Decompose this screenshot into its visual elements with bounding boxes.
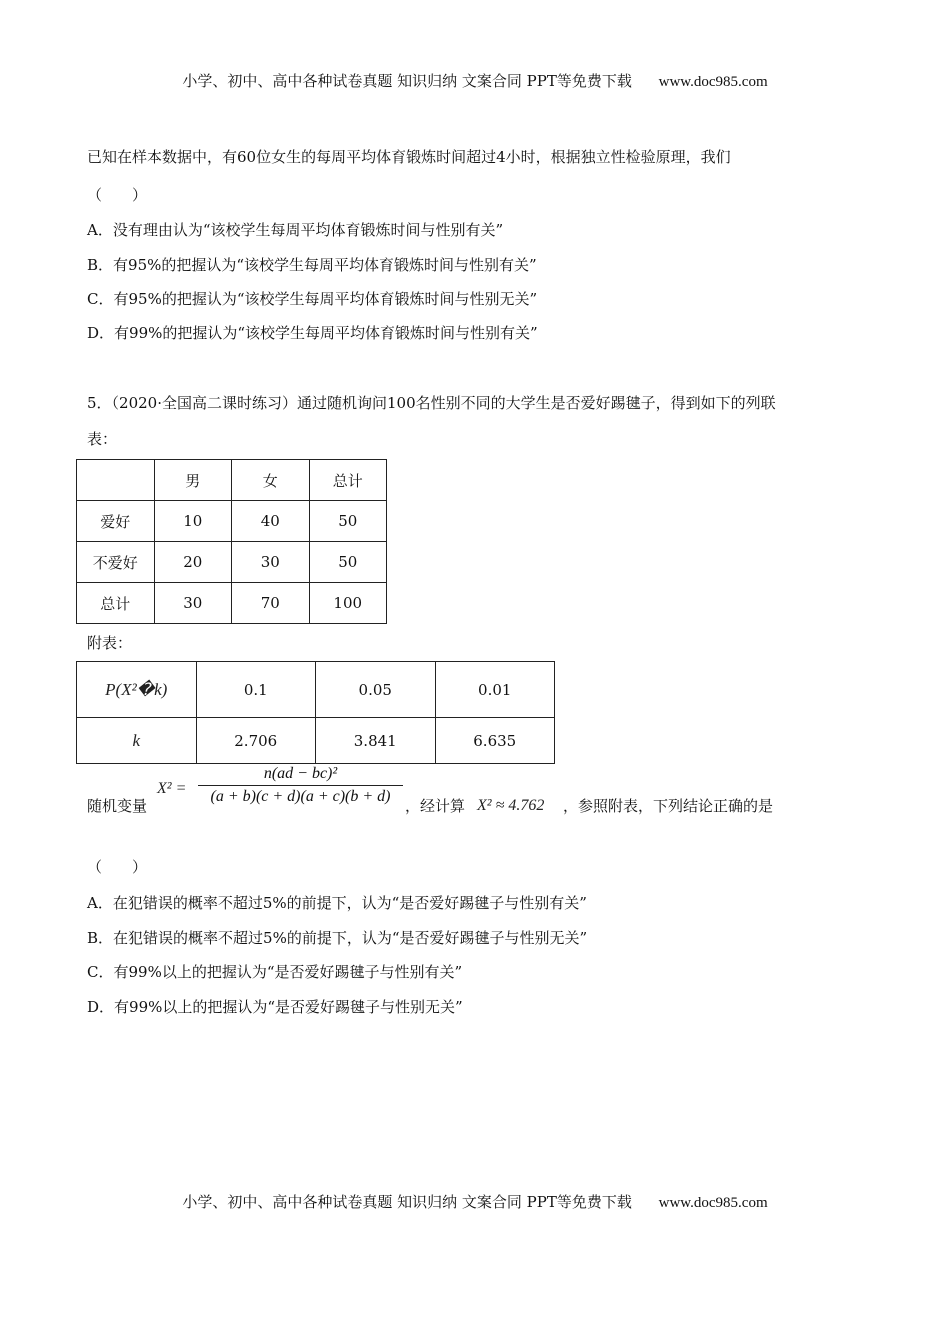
table-cell: 50 [309, 542, 387, 583]
appendix-label: 附表： [87, 634, 133, 652]
q4-option-d: D．有99%的把握认为“该校学生每周平均体育锻炼时间与性别有关” [87, 324, 538, 342]
q5-option-d: D．有99%以上的把握认为“是否爱好踢毽子与性别无关” [87, 998, 463, 1016]
table-cell: 10 [154, 501, 232, 542]
formula-denominator: (a + b)(c + d)(a + c)(b + d) [210, 788, 391, 805]
table-cell: 70 [232, 583, 310, 624]
contingency-table [76, 459, 387, 624]
table-cell: 0.01 [435, 662, 555, 718]
header-text: 小学、初中、高中各种试卷真题 知识归纳 文案合同 PPT等免费下载 [182, 72, 632, 90]
q5-option-c: C．有99%以上的把握认为“是否爱好踢毽子与性别有关” [87, 963, 463, 981]
q4-stem: 已知在样本数据中，有60位女生的每周平均体育锻炼时间超过4小时，根据独立性检验原理，我们 [87, 148, 731, 166]
k-label-cell: k [77, 718, 197, 764]
table-cell: 2.706 [196, 718, 316, 764]
page-header [0, 70, 950, 91]
table-cell: 总计 [77, 583, 155, 624]
formula-suffix: ，参照附表，下列结论正确的是 [563, 797, 774, 815]
table-cell: 6.635 [435, 718, 555, 764]
table-row [77, 718, 555, 764]
formula-numerator: n(ad − bc)² [198, 765, 403, 786]
table-row [77, 583, 387, 624]
table-cell: 总计 [309, 460, 387, 501]
q5-option-b: B．在犯错误的概率不超过5%的前提下，认为“是否爱好踢毽子与性别无关” [87, 929, 588, 947]
header-site-link[interactable]: www.doc985.com [658, 74, 768, 90]
table-cell: 30 [232, 542, 310, 583]
table-cell: 女 [232, 460, 310, 501]
table-cell: 50 [309, 501, 387, 542]
formula-prefix: 随机变量 [87, 797, 148, 815]
footer-text: 小学、初中、高中各种试卷真题 知识归纳 文案合同 PPT等免费下载 [182, 1193, 632, 1211]
table-row [77, 542, 387, 583]
table-cell: 100 [309, 583, 387, 624]
q4-option-b: B．有95%的把握认为“该校学生每周平均体育锻炼时间与性别有关” [87, 256, 537, 274]
probability-label-cell: P(X²�k) [77, 662, 197, 718]
table-cell: 不爱好 [77, 542, 155, 583]
q4-option-a: A．没有理由认为“该校学生每周平均体育锻炼时间与性别有关” [87, 221, 504, 239]
formula-lhs: X² = [157, 780, 187, 797]
appendix-table [76, 661, 555, 764]
table-row [77, 662, 555, 718]
formula-fraction [198, 765, 403, 806]
q4-option-c: C．有95%的把握认为“该校学生每周平均体育锻炼时间与性别无关” [87, 290, 538, 308]
table-cell: 0.05 [316, 662, 436, 718]
q4-answer-paren: （ ） [87, 186, 148, 204]
q5-stem-line2: 表： [87, 430, 118, 448]
q5-answer-paren: （ ） [87, 858, 148, 876]
table-cell: 40 [232, 501, 310, 542]
table-cell: 20 [154, 542, 232, 583]
table-cell: 30 [154, 583, 232, 624]
table-header-row [77, 460, 387, 501]
footer-site-link[interactable]: www.doc985.com [658, 1195, 768, 1211]
table-cell [77, 460, 155, 501]
table-cell: 男 [154, 460, 232, 501]
page-footer [0, 1191, 950, 1212]
table-cell: 0.1 [196, 662, 316, 718]
table-cell: 爱好 [77, 501, 155, 542]
table-cell: 3.841 [316, 718, 436, 764]
formula-mid-text: ，经计算 [405, 797, 466, 815]
formula-value: X² ≈ 4.762 [477, 797, 545, 814]
q5-stem-line1: 5．（2020·全国高二课时练习）通过随机询问100名性别不同的大学生是否爱好踢毽子，得到如下的列联 [87, 394, 776, 412]
table-row [77, 501, 387, 542]
q5-option-a: A．在犯错误的概率不超过5%的前提下，认为“是否爱好踢毽子与性别有关” [87, 894, 587, 912]
